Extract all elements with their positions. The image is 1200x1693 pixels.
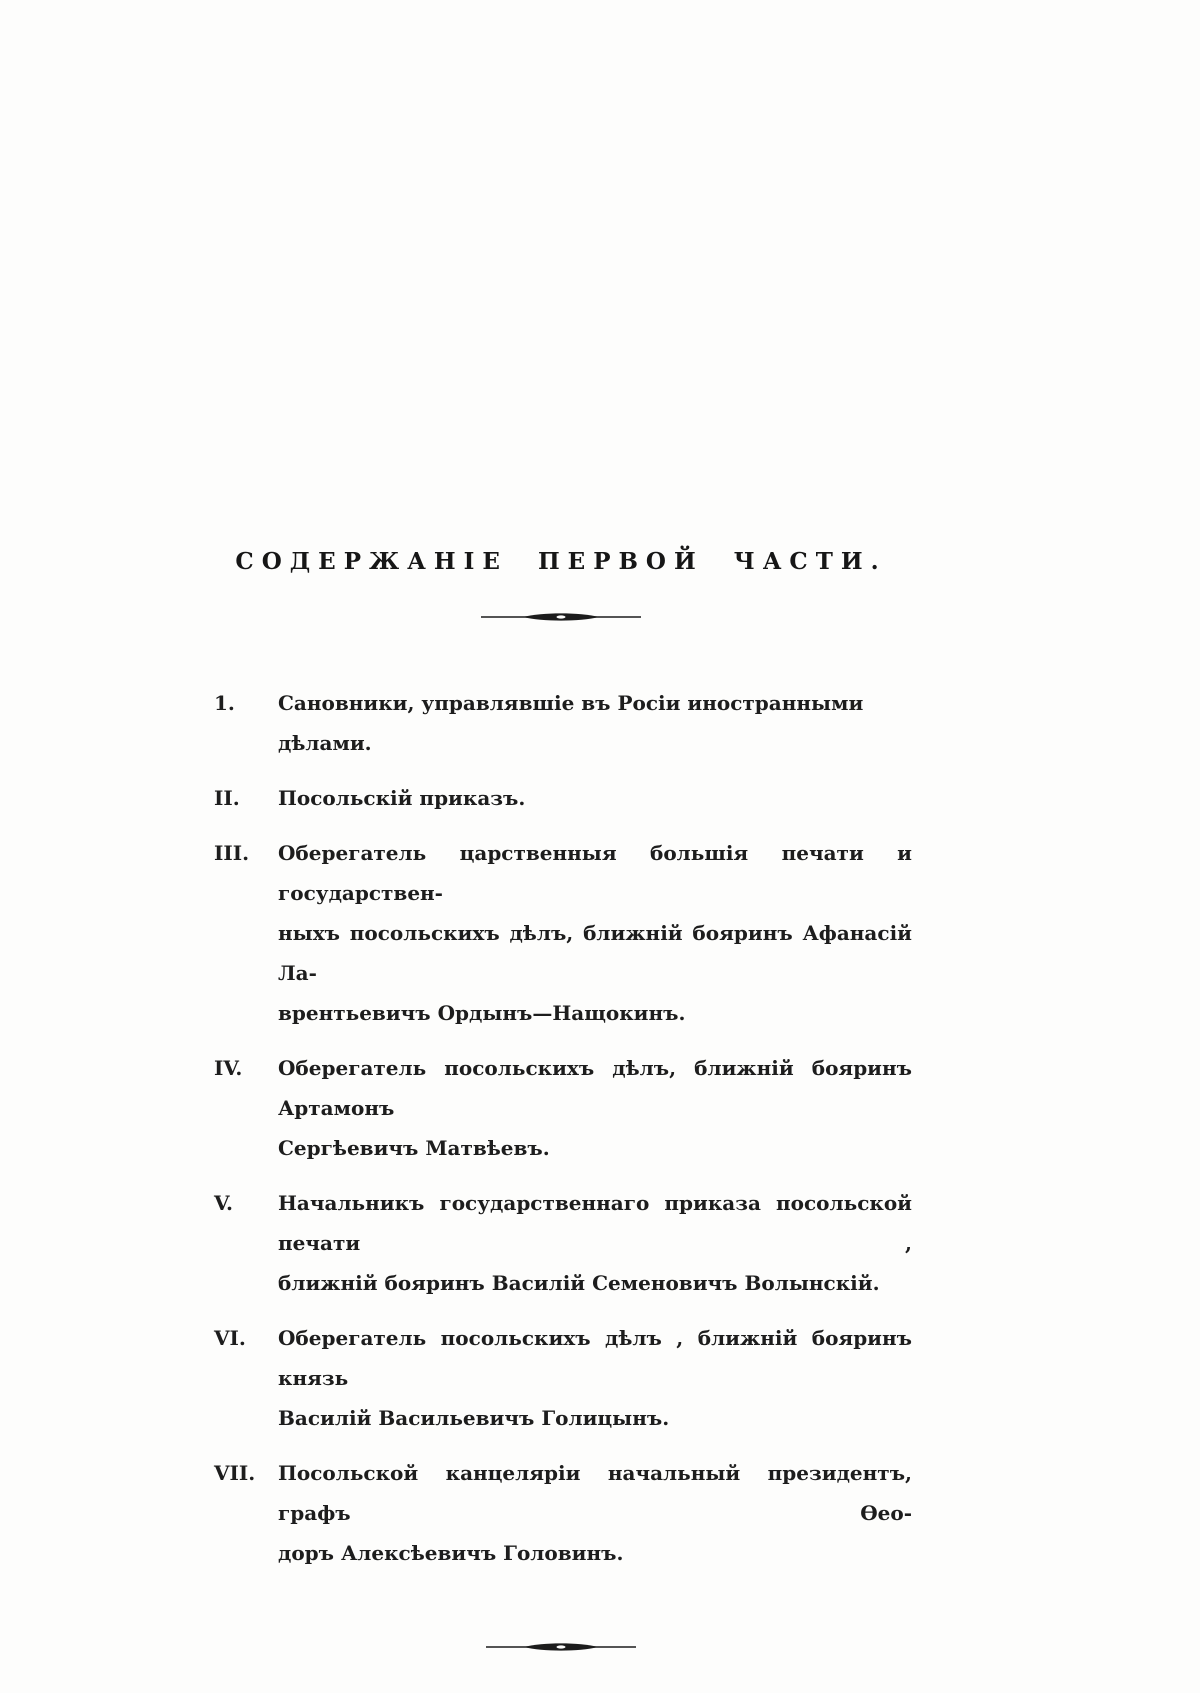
toc-item-line: ближній бояринъ Василій Семеновичъ Волынскій. bbox=[278, 1271, 880, 1295]
toc-item-text bbox=[278, 833, 912, 1033]
toc-item-line: Оберегатель посольскихъ дѣлъ, ближній бояринъ Артамонъ bbox=[278, 1056, 912, 1120]
toc-item-line: Сановники, управлявшіе въ Росіи иностранными дѣлами. bbox=[278, 691, 864, 755]
toc-item-text bbox=[278, 778, 912, 818]
toc-item-text bbox=[278, 683, 912, 763]
toc-item-number: III. bbox=[214, 841, 250, 865]
page-content bbox=[210, 0, 912, 1653]
toc-item-line: Сергѣевичъ Матвѣевъ. bbox=[278, 1136, 550, 1160]
toc-item-line: Начальникъ государственнаго приказа посольской печати , bbox=[278, 1191, 912, 1255]
toc-item-line: Оберегатель царственныя большія печати и государствен- bbox=[278, 841, 912, 905]
lens-ornament-icon bbox=[486, 1641, 636, 1653]
toc-item-text bbox=[278, 1048, 912, 1168]
toc-item bbox=[210, 1453, 912, 1573]
toc-item-line: доръ Алексѣевичъ Головинъ. bbox=[278, 1541, 624, 1565]
ornament-divider-top bbox=[481, 611, 641, 623]
page-title: СОДЕРЖАНІЕ ПЕРВОЙ ЧАСТИ. bbox=[235, 548, 887, 575]
toc-item-line: ныхъ посольскихъ дѣлъ, ближній бояринъ Афанасій Ла- bbox=[278, 921, 912, 985]
ornament-divider-bottom bbox=[481, 1641, 641, 1653]
toc-item-number: 1. bbox=[214, 691, 235, 715]
toc-item-line: Василій Васильевичъ Голицынъ. bbox=[278, 1406, 670, 1430]
toc-item-text bbox=[278, 1318, 912, 1438]
toc-item bbox=[210, 683, 912, 763]
toc-item-number: VII. bbox=[214, 1461, 256, 1485]
toc-item bbox=[210, 833, 912, 1033]
toc-item-text bbox=[278, 1453, 912, 1573]
toc-item-number: II. bbox=[214, 786, 240, 810]
toc-list bbox=[210, 683, 912, 1573]
toc-item-number: V. bbox=[214, 1191, 233, 1215]
toc-item-line: Посольской канцеляріи начальный президентъ, графъ Ѳео- bbox=[278, 1461, 912, 1525]
toc-item-number: VI. bbox=[214, 1326, 246, 1350]
lens-ornament-icon bbox=[481, 611, 641, 623]
toc-item-line: Оберегатель посольскихъ дѣлъ , ближній бояринъ князь bbox=[278, 1326, 912, 1390]
toc-item bbox=[210, 1183, 912, 1303]
toc-item-line: Посольскій приказъ. bbox=[278, 786, 526, 810]
toc-item bbox=[210, 778, 912, 818]
toc-item-number: IV. bbox=[214, 1056, 243, 1080]
toc-item bbox=[210, 1048, 912, 1168]
toc-item bbox=[210, 1318, 912, 1438]
toc-item-line: врентьевичъ Ордынъ—Нащокинъ. bbox=[278, 1001, 686, 1025]
toc-item-text bbox=[278, 1183, 912, 1303]
